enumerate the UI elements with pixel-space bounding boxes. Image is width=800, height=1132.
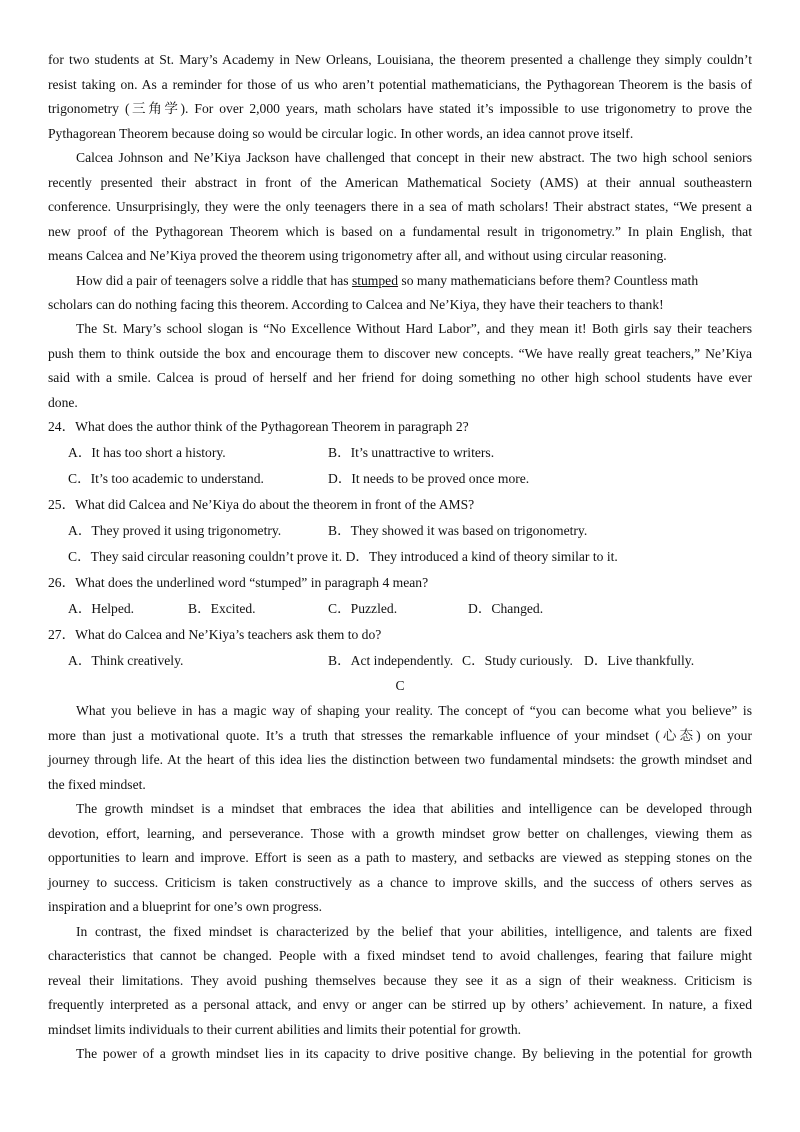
answer-option: B．Excited.: [188, 601, 256, 616]
passage-line: The power of a growth mindset lies in its capacity to drive positive change. By believing in the potential for growth: [76, 1046, 752, 1061]
passage-line: new proof of the Pythagorean Theorem which is based on a fundamental result in trigonometry.” In plain English, that: [48, 224, 752, 239]
question-stem: 27．What do Calcea and Ne’Kiya’s teachers ask them to do?: [48, 627, 382, 642]
passage-line: Pythagorean Theorem because doing so would be circular logic. In other words, an idea cannot prove itself.: [48, 126, 634, 141]
passage-line: journey to success. Criticism is taken constructively as a chance to improve skills, and the success of others serves as: [48, 875, 752, 890]
passage-line: The St. Mary’s school slogan is “No Excellence Without Hard Labor”, and they mean it! Both girls say their teachers: [76, 321, 752, 336]
answer-option: D．It needs to be proved once more.: [328, 471, 530, 486]
answer-option: C．Puzzled.: [328, 601, 398, 616]
passage-line: The growth mindset is a mindset that embraces the idea that abilities and intelligence can be developed through: [76, 801, 752, 816]
answer-option: D．Changed.: [468, 601, 544, 616]
passage-line: trigonometry (三角学). For over 2,000 years, math scholars have stated it’s impossible to use trigonometry to prove the: [48, 101, 752, 116]
answer-option: A．It has too short a history.: [68, 445, 226, 460]
paragraph-text: so many mathematicians before them? Countless math: [398, 273, 699, 288]
passage-line: said with a smile. Calcea is proud of herself and her friend for doing something no other high school students have ever: [48, 370, 752, 385]
answer-option: B．Act independently.: [328, 653, 454, 668]
underlined-word: stumped: [351, 273, 399, 288]
passage-line: reveal their limitations. They avoid pushing themselves because they see it as a sign of their weakness. Criticism is: [48, 973, 752, 988]
passage-line: the fixed mindset.: [48, 777, 146, 792]
answer-option: D．Live thankfully.: [584, 653, 695, 668]
passage-line: journey through life. At the heart of this idea lies the distinction between two fundamental mindsets: the growth mindset and: [48, 752, 752, 767]
passage-line: for two students at St. Mary’s Academy in New Orleans, Louisiana, the theorem presented a challenge they simply couldn’t: [48, 52, 752, 67]
section-heading: C: [395, 678, 405, 693]
passage-line: push them to think outside the box and encourage them to discover new concepts. “We have really great teachers,” Ne’Kiya: [48, 346, 752, 361]
passage-line: resist taking on. As a reminder for those of us who aren’t potential mathematicians, the Pythagorean Theorem is the basis of: [48, 77, 752, 92]
question-stem: 25．What did Calcea and Ne’Kiya do about the theorem in front of the AMS?: [48, 497, 475, 512]
passage-line: done.: [48, 395, 78, 410]
question-stem: 24．What does the author think of the Pythagorean Theorem in paragraph 2?: [48, 419, 469, 434]
passage-line: inspiration and a blueprint for one’s own progress.: [48, 899, 323, 914]
question-stem: 26．What does the underlined word “stumped” in paragraph 4 mean?: [48, 575, 429, 590]
passage-line: devotion, effort, learning, and perseverance. Those with a growth mindset grow better on challenges, viewing them as: [48, 826, 752, 841]
passage-line: opportunities to learn and improve. Effort is seen as a path to mastery, and setbacks are viewed as stepping stones on the: [48, 850, 752, 865]
passage-line: What you believe in has a magic way of shaping your reality. The concept of “you can become what you believe” is: [76, 703, 752, 718]
passage-line: more than just a motivational quote. It’s a truth that stresses the remarkable influence of your mindset (心态) on your: [48, 728, 752, 743]
passage-line: characteristics that cannot be changed. People with a fixed mindset tend to avoid challenges, fearing that failure might: [48, 948, 752, 963]
answer-option: C．Study curiously.: [462, 653, 573, 668]
passage-line: conference. Unsurprisingly, they were the only teenagers there in a sea of math scholars! Their abstract states, “We present a: [48, 199, 752, 214]
passage-line: frequently interpreted as a personal attack, and envy or anger can be stirred up by others’ achievement. In nature, a fixed: [48, 997, 752, 1012]
passage-line: means Calcea and Ne’Kiya proved the theorem using trigonometry after all, and without using circular reasoning.: [48, 248, 667, 263]
answer-option: A．They proved it using trigonometry.: [68, 523, 282, 538]
passage-line: Calcea Johnson and Ne’Kiya Jackson have challenged that concept in their new abstract. The two high school seniors: [76, 150, 752, 165]
answer-option: C．It’s too academic to understand.: [68, 471, 264, 486]
passage-line: In contrast, the fixed mindset is characterized by the belief that your abilities, intelligence, and talents are fixed: [76, 924, 752, 939]
answer-option: B．They showed it was based on trigonometry.: [328, 523, 588, 538]
paragraph-text: How did a pair of teenagers solve a riddle that has: [76, 273, 352, 288]
passage-line-with-underline: [76, 272, 752, 289]
passage-line: mindset limits individuals to their current abilities and limits their potential for growth.: [48, 1022, 522, 1037]
answer-option: A．Think creatively.: [68, 653, 184, 668]
answer-option: A．Helped.: [68, 601, 135, 616]
passage-line: scholars can do nothing facing this theorem. According to Calcea and Ne’Kiya, they have their teachers to thank!: [48, 297, 664, 312]
passage-line: recently presented their abstract in front of the American Mathematical Society (AMS) at their annual southeastern: [48, 175, 752, 190]
answer-option: C．They said circular reasoning couldn’t prove it. D．They introduced a kind of theory similar to it.: [68, 549, 618, 564]
answer-option: B．It’s unattractive to writers.: [328, 445, 495, 460]
